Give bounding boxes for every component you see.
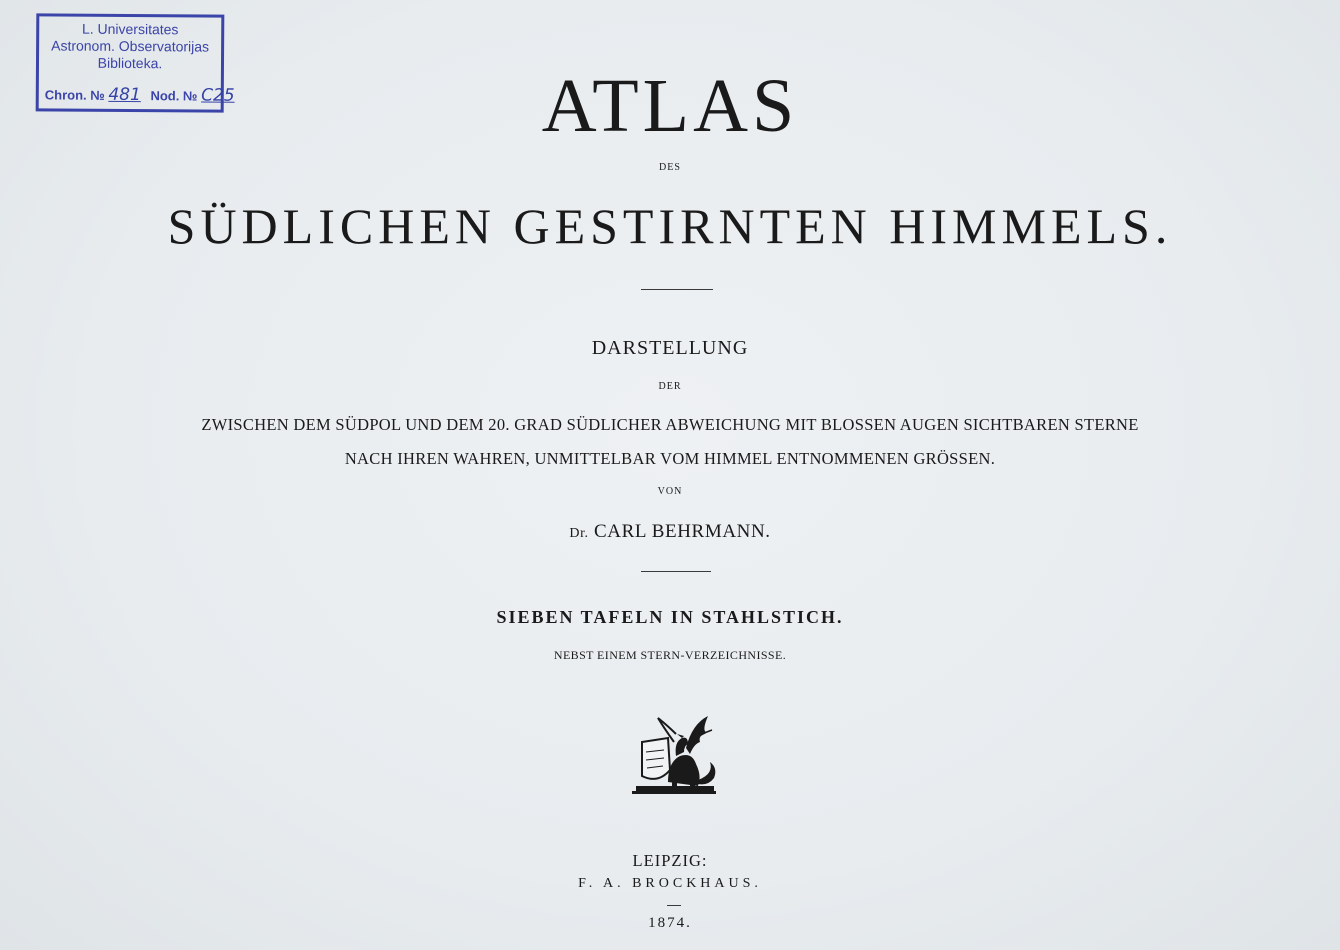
stamp-line-3: Biblioteka. <box>97 54 163 72</box>
plates-subtitle: NEBST EINEM STERN-VERZEICHNISSE. <box>553 648 787 662</box>
der-word: DER <box>658 381 682 392</box>
divider-rule-middle <box>641 571 711 572</box>
title-main: SÜDLICHEN GESTIRNTEN HIMMELS. <box>167 198 1173 254</box>
imprint-city: LEIPZIG: <box>632 851 708 870</box>
author-line <box>0 521 1340 543</box>
description-line-2: NACH IHREN WAHREN, UNMITTELBAR VOM HIMMEL ENTNOMMENEN GRÖSSEN. <box>344 449 996 468</box>
divider-rule-top <box>641 289 713 290</box>
stamp-line-2: Astronom. Observatorijas <box>51 37 210 55</box>
stamp-nod-value: C25 <box>201 85 235 106</box>
plates-heading: SIEBEN TAFELN IN STAHLSTICH. <box>496 607 844 627</box>
author-name: CARL BEHRMANN. <box>594 521 771 542</box>
title-atlas: ATLAS <box>541 64 799 148</box>
divider-rule-bottom <box>667 905 681 906</box>
author-prefix: Dr. <box>569 526 589 541</box>
description-line-1: ZWISCHEN DEM SÜDPOL UND DEM 20. GRAD SÜDLICHER ABWEICHUNG MIT BLOSSEN AUGEN SICHTBAREN STERNE <box>201 415 1139 434</box>
stamp-chron-value: 481 <box>108 84 141 106</box>
stamp-chron-label: Chron. № <box>44 87 105 103</box>
griffin-shield-emblem-icon <box>628 712 720 798</box>
imprint-year: 1874. <box>648 915 692 931</box>
stamp-nod-label: Nod. № <box>150 88 198 104</box>
stamp-line-1: L. Universitates <box>81 20 179 38</box>
darstellung-heading: DARSTELLUNG <box>591 337 749 359</box>
von-word: VON <box>657 486 683 497</box>
imprint-publisher: F. A. BROCKHAUS. <box>578 876 762 891</box>
title-des: DES <box>659 162 681 173</box>
